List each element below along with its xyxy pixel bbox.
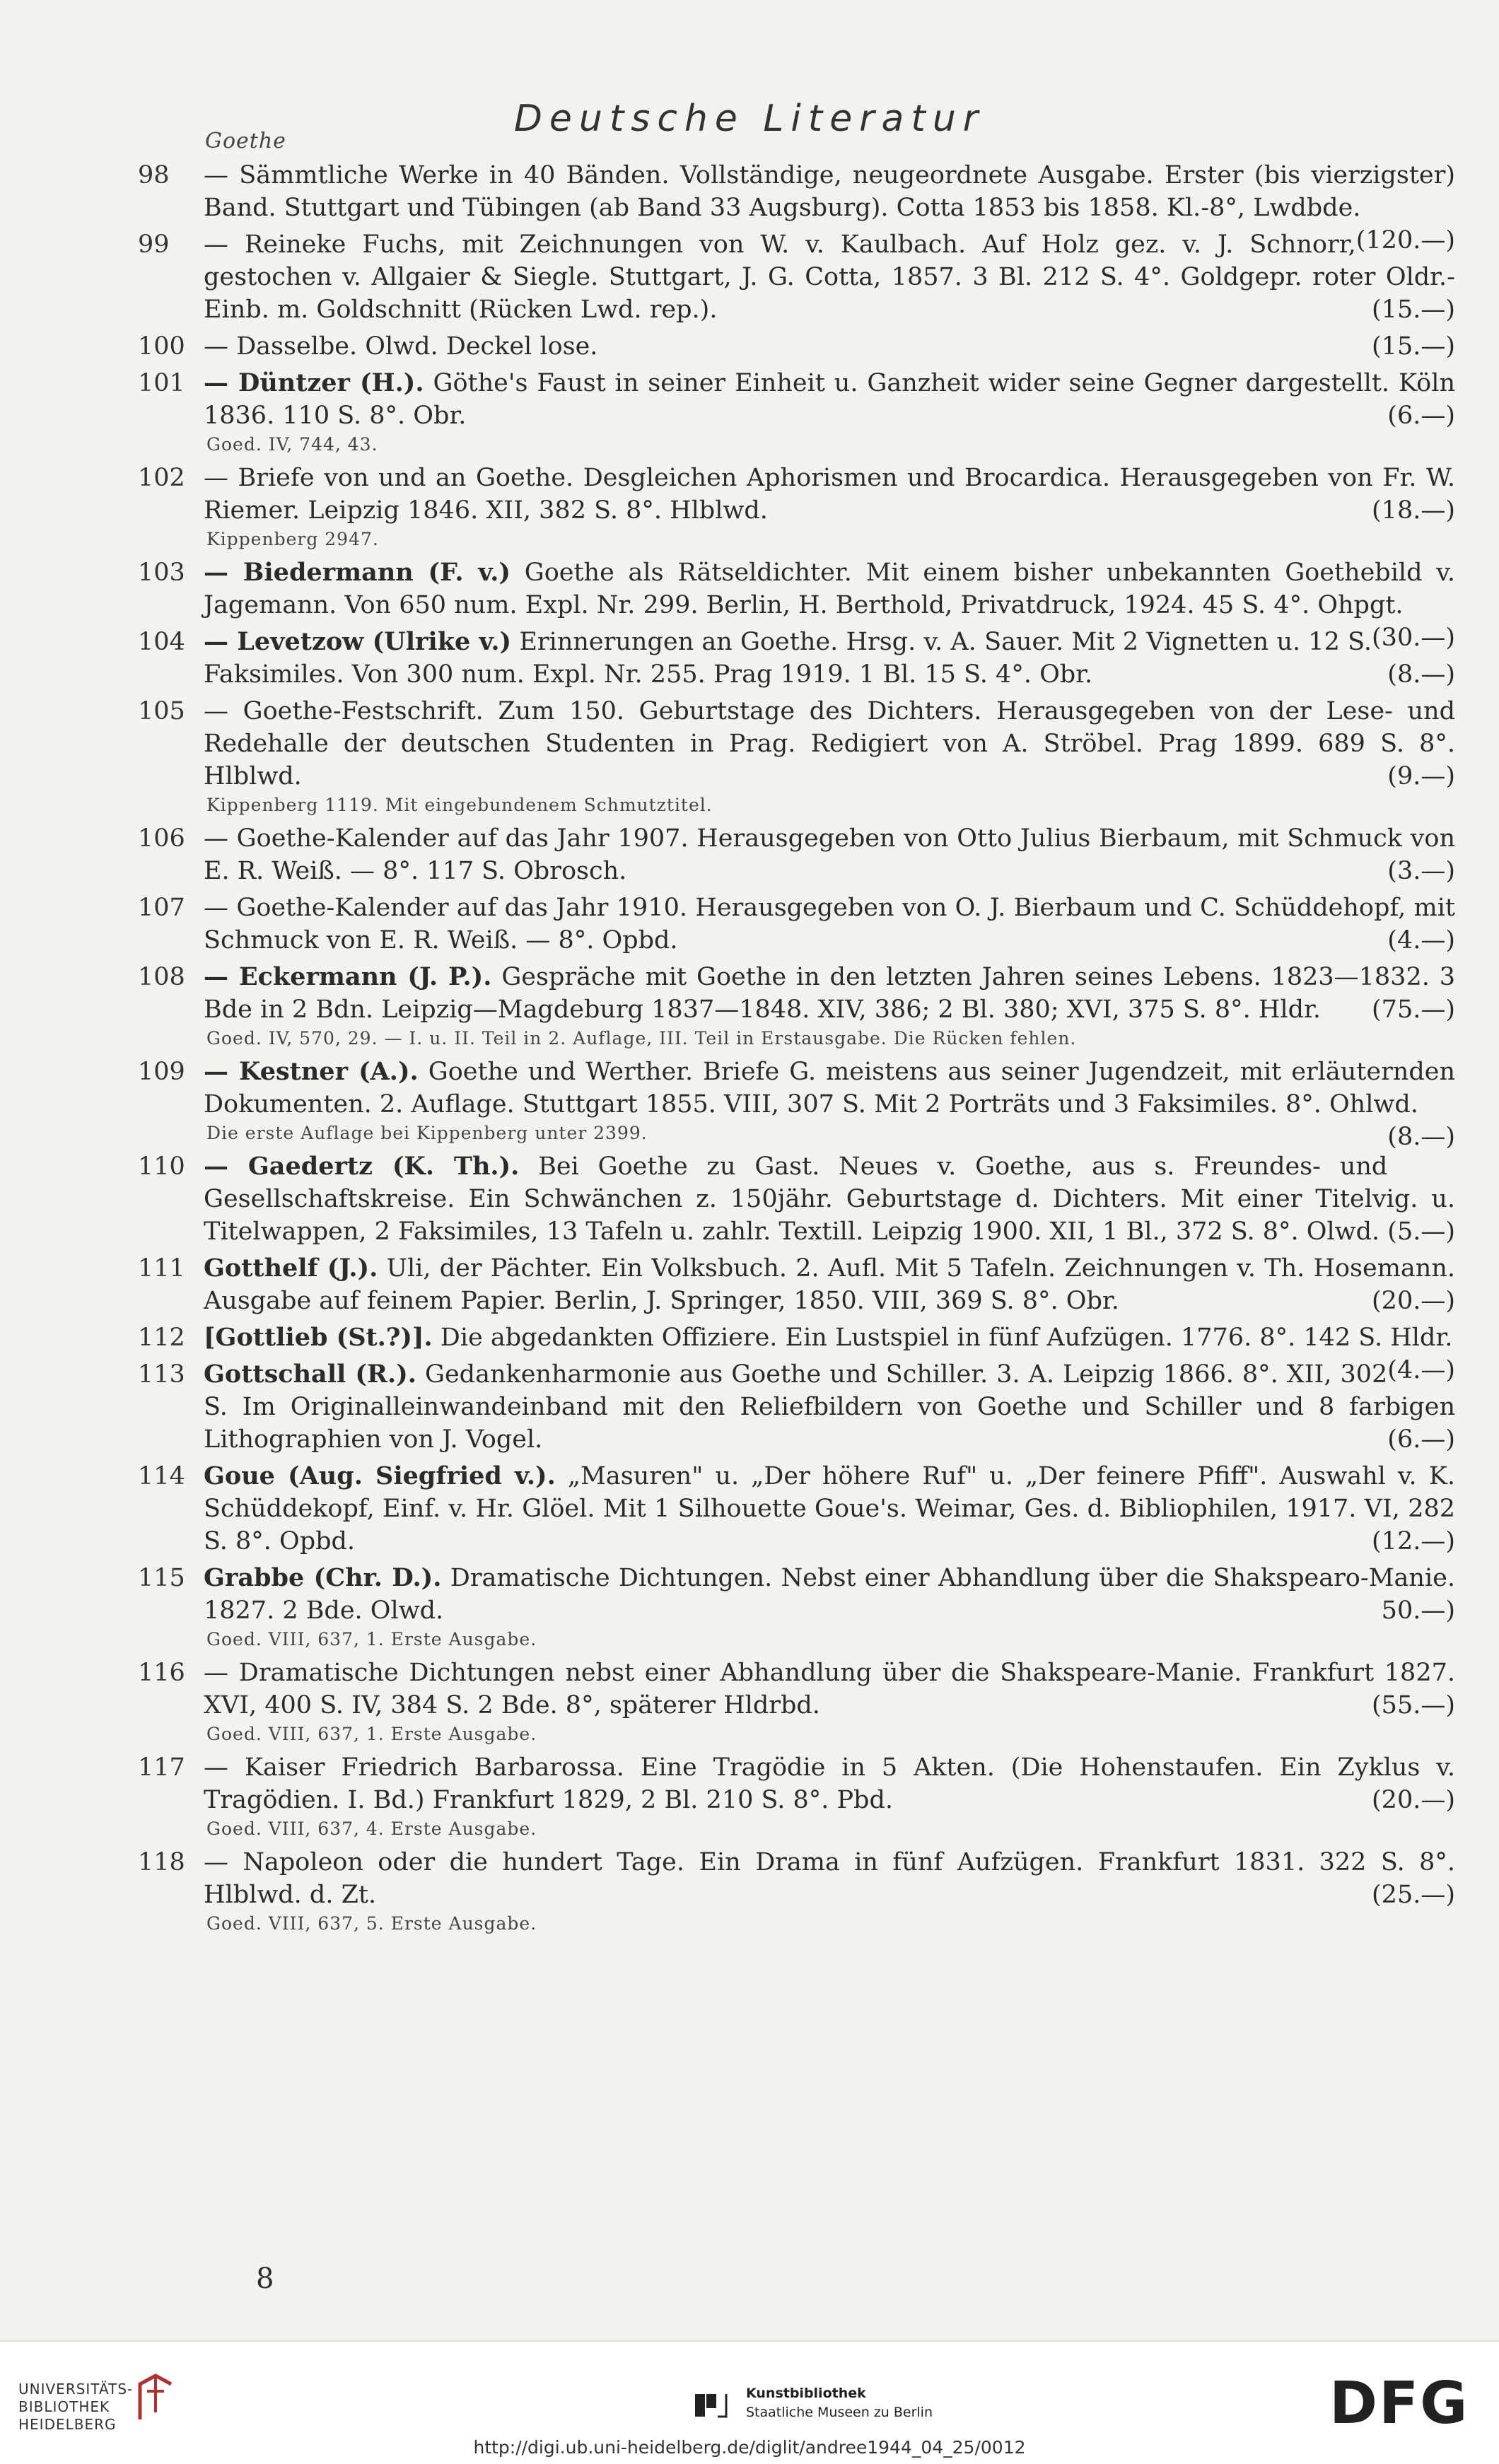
entry-description: Goethe als Rätseldichter. Mit einem bisher unbekannten Goethebild v. Jagemann. Von 650 num. Expl. Nr. 299. Berlin, H. Berthold, Privatdruck, 1924. 45 S. 4°. Ohpgt.	[204, 559, 1455, 619]
entry-price: (55.—)	[1372, 1691, 1455, 1719]
catalog-entry	[0, 1252, 1499, 1317]
entry-price: (120.—)	[1355, 226, 1455, 255]
entry-text	[204, 695, 1455, 793]
catalog-entry	[0, 695, 1499, 818]
entry-note: Goed. VIII, 637, 1. Erste Ausgabe.	[206, 1629, 537, 1650]
entry-number: 109	[138, 1058, 185, 1086]
catalog-entry	[0, 1150, 1499, 1248]
entry-description: „Masuren" u. „Der höhere Ruf" u. „Der feinere Pfiff". Auswahl v. K. Schüddekopf, Einf. v. Hr. Glöel. Mit 1 Silhouette Goue's. Weimar, Ges. d. Bibliophilen, 1917. VI, 282 S. 8°. Opbd.	[204, 1462, 1455, 1555]
catalog-entry	[0, 626, 1499, 691]
entry-number: 117	[138, 1753, 185, 1782]
entry-description: — Dasselbe. Olwd. Deckel lose.	[204, 332, 598, 361]
catalog-entry	[0, 822, 1499, 887]
entry-price: (4.—)	[1387, 926, 1455, 954]
entry-description: Gedankenharmonie aus Goethe und Schiller. 3. A. Leipzig 1866. 8°. XII, 302 S. Im Originalleinwandeinband mit den Reliefbildern von Goethe und Schiller und 8 farbigen Lithographien von J. Vogel.	[204, 1360, 1455, 1454]
entry-text	[204, 1657, 1455, 1722]
entry-author: — Kestner (A.).	[204, 1057, 419, 1086]
source-url[interactable]: http://digi.ub.uni-heidelberg.de/diglit/andree1944_04_25/0012	[473, 2437, 1026, 2458]
catalog-entry	[0, 1751, 1499, 1842]
entry-number: 98	[138, 161, 170, 189]
catalog-entry	[0, 1562, 1499, 1652]
entry-note: Goed. VIII, 637, 1. Erste Ausgabe.	[206, 1724, 537, 1744]
catalog-entry	[0, 1657, 1499, 1747]
entry-description: Bei Goethe zu Gast. Neues v. Goethe, aus s. Freundes- und Gesellschaftskreise. Ein Schwänchen z. 150jähr. Geburtstage d. Dichters. Mit einer Titelvig. u. Titelwappen, 2 Faksimiles, 13 Tafeln u. zahlr. Textill. Leipzig 1900. XII, 1 Bl., 372 S. 8°. Olwd.	[204, 1152, 1455, 1246]
dfg-logo: DFG	[1329, 2370, 1469, 2437]
entry-price: (5.—)	[1387, 1218, 1455, 1246]
catalog-entries	[0, 159, 1499, 1941]
entry-number: 115	[138, 1564, 185, 1592]
entry-author: — Düntzer (H.).	[204, 368, 424, 397]
entry-text	[204, 228, 1455, 326]
catalog-entry	[0, 228, 1499, 326]
entry-description: — Goethe-Festschrift. Zum 150. Geburtstage des Dichters. Herausgegeben von der Lese- und Redehalle der deutschen Studenten in Prag. Redigiert von A. Ströbel. Prag 1899. 689 S. 8°. Hlblwd.	[204, 697, 1455, 790]
entry-description: Dramatische Dichtungen. Nebst einer Abhandlung über die Shakspearo-Manie. 1827. 2 Bde. Olwd.	[204, 1564, 1455, 1625]
entry-text	[204, 961, 1455, 1026]
catalog-entry	[0, 892, 1499, 957]
entry-text	[204, 462, 1455, 527]
entry-text	[204, 1846, 1455, 1911]
catalog-entry	[0, 1846, 1499, 1937]
entry-price: (20.—)	[1372, 1786, 1455, 1814]
entry-description: — Napoleon oder die hundert Tage. Ein Drama in fünf Aufzügen. Frankfurt 1831. 322 S. 8°. Hlblwd. d. Zt.	[204, 1848, 1455, 1909]
entry-number: 104	[138, 628, 185, 656]
catalog-entry	[0, 1056, 1499, 1151]
entry-number: 105	[138, 697, 185, 725]
kb-title: Kunstbibliothek	[746, 2386, 866, 2401]
university-line: UNIVERSITÄTS-	[18, 2381, 134, 2398]
entry-number: 110	[138, 1152, 185, 1181]
entry-price: (25.—)	[1372, 1881, 1455, 1909]
entry-price: (3.—)	[1387, 857, 1455, 885]
entry-author: — Biedermann (F. v.)	[204, 558, 511, 587]
entry-price: (15.—)	[1372, 332, 1455, 361]
entry-price: (18.—)	[1372, 496, 1455, 525]
catalog-entry	[0, 462, 1499, 552]
entry-number: 111	[138, 1254, 185, 1283]
entry-note: Goed. VIII, 637, 4. Erste Ausgabe.	[206, 1818, 537, 1839]
university-line: BIBLIOTHEK	[18, 2398, 110, 2415]
entry-text	[204, 159, 1455, 255]
entry-price: (9.—)	[1387, 762, 1455, 790]
entry-number: 102	[138, 464, 185, 492]
entry-text	[204, 626, 1455, 691]
kunstbibliothek-label	[746, 2384, 933, 2422]
entry-price: (30.—)	[1372, 624, 1455, 652]
entry-price: 50.—)	[1381, 1596, 1455, 1625]
catalog-entry	[0, 1358, 1499, 1456]
entry-note: Kippenberg 1119. Mit eingebundenem Schmutztitel.	[206, 795, 713, 815]
entry-text	[204, 1562, 1455, 1627]
entry-price: (6.—)	[1387, 402, 1455, 430]
entry-description: Uli, der Pächter. Ein Volksbuch. 2. Aufl. Mit 5 Tafeln. Zeichnungen v. Th. Hosemann. Ausgabe auf feinem Papier. Berlin, J. Springer, 1850. VIII, 369 S. 8°. Obr.	[204, 1254, 1455, 1315]
entry-author: Grabbe (Chr. D.).	[204, 1563, 442, 1592]
entry-price: (20.—)	[1372, 1287, 1455, 1315]
entry-number: 114	[138, 1462, 185, 1490]
entry-number: 108	[138, 963, 185, 991]
entry-description: Die abgedankten Offiziere. Ein Lustspiel in fünf Aufzügen. 1776. 8°. 142 S. Hldr.	[440, 1324, 1453, 1352]
entry-description: Gespräche mit Goethe in den letzten Jahren seines Lebens. 1823—1832. 3 Bde in 2 Bdn. Leipzig—Magdeburg 1837—1848. XIV, 386; 2 Bl. 380; XVI, 375 S. 8°. Hldr.	[204, 963, 1455, 1024]
entry-description: — Dramatische Dichtungen nebst einer Abhandlung über die Shakspeare-Manie. Frankfurt 1827. XVI, 400 S. IV, 384 S. 2 Bde. 8°, späterer Hldrbd.	[204, 1659, 1455, 1719]
entry-description: Goethe und Werther. Briefe G. meistens aus seiner Jugendzeit, mit erläuternden Dokumenten. 2. Auflage. Stuttgart 1855. VIII, 307 S. Mit 2 Porträts und 3 Faksimiles. 8°. Ohlwd.	[204, 1058, 1455, 1119]
entry-description: Göthe's Faust in seiner Einheit u. Ganzheit wider seine Gegner dargestellt. Köln 1836. 110 S. 8°. Obr.	[204, 369, 1455, 430]
entry-description: — Reineke Fuchs, mit Zeichnungen von W. v. Kaulbach. Auf Holz gez. v. J. Schnorr, gestochen v. Allgaier & Siegle. Stuttgart, J. G. Cotta, 1857. 3 Bl. 212 S. 4°. Goldgepr. roter Oldr.-Einb. m. Goldschnitt (Rücken Lwd. rep.).	[204, 230, 1455, 324]
entry-text	[204, 1252, 1455, 1317]
page-number: 8	[256, 2262, 274, 2295]
entry-price: (8.—)	[1387, 660, 1455, 689]
kunstbibliothek-logo-icon	[689, 2384, 732, 2427]
university-line: HEIDELBERG	[18, 2416, 117, 2433]
running-title: Deutsche Literatur	[513, 98, 986, 140]
entry-text	[204, 367, 1455, 432]
entry-text	[204, 330, 1455, 363]
entry-description: — Sämmtliche Werke in 40 Bänden. Vollständige, neugeordnete Ausgabe. Erster (bis vierzigster) Band. Stuttgart und Tübingen (ab Band 33 Augsburg). Cotta 1853 bis 1858. Kl.-8°, Lwdbde.	[204, 161, 1455, 222]
entry-price: (4.—)	[1387, 1356, 1455, 1384]
entry-number: 112	[138, 1324, 185, 1352]
entry-author: — Gaedertz (K. Th.).	[204, 1152, 520, 1181]
entry-text	[204, 1150, 1455, 1248]
entry-description: — Briefe von und an Goethe. Desgleichen Aphorismen und Brocardica. Herausgegeben von Fr. W. Riemer. Leipzig 1846. XII, 382 S. 8°. Hlblwd.	[204, 464, 1455, 525]
entry-number: 99	[138, 230, 170, 259]
catalog-entry	[0, 367, 1499, 457]
entry-number: 106	[138, 824, 185, 853]
entry-price: (75.—)	[1372, 995, 1455, 1024]
entry-note: Kippenberg 2947.	[206, 529, 379, 549]
entry-note: Goed. IV, 744, 43.	[206, 434, 378, 455]
entry-number: 113	[138, 1360, 185, 1389]
entry-note: Goed. IV, 570, 29. — I. u. II. Teil in 2. Auflage, III. Teil in Erstausgabe. Die Rücken fehlen.	[206, 1028, 1077, 1049]
university-library-label	[18, 2381, 133, 2434]
entry-price: (15.—)	[1372, 296, 1455, 324]
running-header	[0, 98, 1499, 154]
entry-number: 118	[138, 1848, 185, 1876]
entry-price: (12.—)	[1372, 1527, 1455, 1555]
entry-number: 103	[138, 559, 185, 587]
entry-number: 100	[138, 332, 185, 361]
catalog-entry	[0, 1460, 1499, 1558]
entry-description: Erinnerungen an Goethe. Hrsg. v. A. Sauer. Mit 2 Vignetten u. 12 S. Faksimiles. Von 300 num. Expl. Nr. 255. Prag 1919. 1 Bl. 15 S. 4°. Obr.	[204, 628, 1372, 689]
entry-author: Goue (Aug. Siegfried v.).	[204, 1461, 556, 1490]
entry-text	[204, 1460, 1455, 1558]
catalog-entry	[0, 330, 1499, 363]
entry-note: Die erste Auflage bei Kippenberg unter 2399.	[206, 1123, 648, 1143]
entry-author: — Eckermann (J. P.).	[204, 962, 492, 991]
kb-subtitle: Staatliche Museen zu Berlin	[746, 2405, 933, 2420]
entry-text	[204, 822, 1455, 887]
entry-price: (6.—)	[1387, 1425, 1455, 1454]
entry-description: — Goethe-Kalender auf das Jahr 1907. Herausgegeben von Otto Julius Bierbaum, mit Schmuck von E. R. Weiß. — 8°. 117 S. Obrosch.	[204, 824, 1455, 885]
entry-text	[204, 892, 1455, 957]
entry-description: — Kaiser Friedrich Barbarossa. Eine Tragödie in 5 Akten. (Die Hohenstaufen. Ein Zyklus v. Tragödien. I. Bd.) Frankfurt 1829, 2 Bl. 210 S. 8°. Pbd.	[204, 1753, 1455, 1814]
entry-author: Gotthelf (J.).	[204, 1254, 378, 1283]
entry-number: 107	[138, 894, 185, 922]
entry-number: 101	[138, 369, 185, 397]
section-label: Goethe	[205, 129, 286, 153]
entry-author: — Levetzow (Ulrike v.)	[204, 627, 512, 656]
entry-author: [Gottlieb (St.?)].	[204, 1323, 433, 1352]
entry-description: — Goethe-Kalender auf das Jahr 1910. Herausgegeben von O. J. Bierbaum und C. Schüddehopf, mit Schmuck von E. R. Weiß. — 8°. Opbd.	[204, 894, 1455, 954]
digitization-footer	[0, 2340, 1499, 2464]
entry-text	[204, 1751, 1455, 1816]
catalog-entry	[0, 961, 1499, 1051]
entry-price: (8.—)	[1387, 1123, 1455, 1151]
entry-author: Gottschall (R.).	[204, 1360, 416, 1389]
entry-text	[204, 1358, 1455, 1456]
university-logo-icon	[134, 2370, 177, 2427]
entry-note: Goed. VIII, 637, 5. Erste Ausgabe.	[206, 1913, 537, 1934]
entry-number: 116	[138, 1659, 185, 1687]
